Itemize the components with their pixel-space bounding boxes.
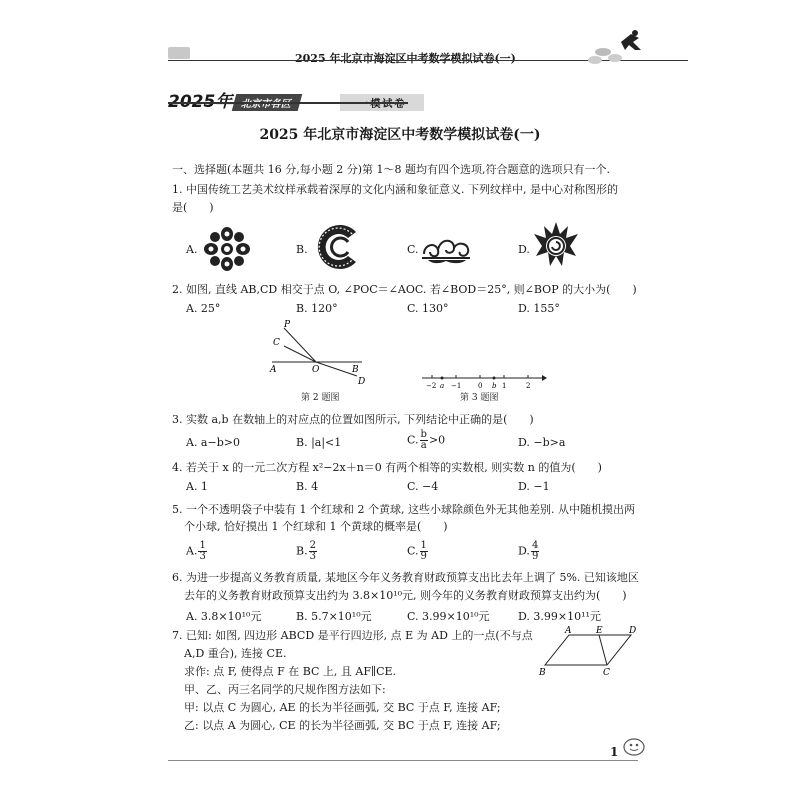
q5-option-a-fraction bbox=[198, 541, 206, 562]
q3-option-d: D. −b>a bbox=[518, 436, 566, 449]
question-7-line-1: 7. 已知: 如图, 四边形 ABCD 是平行四边形, 点 E 为 AD 上的一点(不与点 bbox=[172, 629, 533, 642]
question-6-line-2: 去年的义务教育财政预算支出约为 3.8×10¹⁰元, 则今年的义务教育财政预算支出约为( ) bbox=[184, 589, 627, 602]
series-tag: 一模试卷 bbox=[340, 94, 424, 111]
page-number: 1 bbox=[610, 745, 619, 759]
corner-badge bbox=[168, 47, 190, 59]
q5-option-a bbox=[186, 541, 208, 562]
question-1-line-1: 1. 中国传统工艺美术纹样承载着深厚的文化内涵和象征意义. 下列纹样中, 是中心对称图形的 bbox=[172, 183, 618, 196]
question-7-line-6: 乙: 以点 A 为圆心, CE 的长为半径画弧, 交 BC 于点 F, 连接 AF; bbox=[184, 719, 501, 732]
question-6-line-1: 6. 为进一步提高义务教育质量, 某地区今年义务教育财政预算支出比去年上调了 5%. 已知该地区 bbox=[172, 571, 639, 584]
footer-rule bbox=[168, 760, 638, 761]
paper-title: 2025 年北京市海淀区中考数学模拟试卷(一) bbox=[259, 127, 541, 143]
q1-option-d: D. bbox=[518, 243, 530, 256]
q4-option-d: D. −1 bbox=[518, 480, 550, 493]
question-7-line-3: 求作: 点 F, 使得点 F 在 BC 上, 且 AF∥CE. bbox=[184, 665, 397, 678]
fig2-label-d: D bbox=[358, 377, 366, 387]
q1-option-b: B. bbox=[296, 243, 308, 256]
q5-option-a-label: A. bbox=[186, 544, 198, 558]
q6-option-b: B. 5.7×10¹⁰元 bbox=[296, 610, 372, 623]
q3-option-b: B. |a|<1 bbox=[296, 436, 342, 449]
q3-option-c bbox=[407, 430, 445, 451]
series-rule bbox=[168, 102, 408, 104]
fig2-label-o: O bbox=[312, 365, 320, 375]
q2-option-b: B. 120° bbox=[296, 302, 338, 315]
q5-option-b bbox=[296, 541, 318, 562]
q1-option-a: A. bbox=[186, 243, 198, 256]
q5-option-d-num: 4 bbox=[531, 540, 539, 551]
q5-option-b-fraction bbox=[309, 541, 317, 562]
question-5-line-2: 个小球, 恰好摸出 1 个红球和 1 个黄球的概率是( ) bbox=[184, 520, 448, 533]
figure-2-caption: 第 2 题图 bbox=[301, 393, 340, 403]
q3-option-c-den: a bbox=[420, 440, 427, 451]
question-7-line-5: 甲: 以点 C 为圆心, AE 的长为半径画弧, 交 BC 于点 F, 连接 AF; bbox=[184, 701, 501, 714]
series-region: 北京市各区 bbox=[232, 94, 303, 111]
fig7-label-b: B bbox=[539, 668, 546, 677]
q5-option-c-label: C. bbox=[407, 544, 419, 558]
fig3-tick-2: 2 bbox=[526, 382, 531, 390]
q5-option-c bbox=[407, 541, 429, 562]
q2-option-d: D. 155° bbox=[518, 302, 560, 315]
q5-option-c-fraction bbox=[420, 541, 428, 562]
q5-option-d-den: 9 bbox=[531, 551, 539, 562]
runner-logo-icon bbox=[585, 28, 645, 66]
fig2-label-b: B bbox=[352, 365, 359, 375]
fig2-label-p: P bbox=[284, 320, 291, 330]
fig7-label-a: A bbox=[565, 626, 572, 636]
pattern-d-icon bbox=[532, 220, 580, 274]
figure-3-caption: 第 3 题图 bbox=[460, 393, 499, 403]
q5-option-b-den: 3 bbox=[309, 551, 316, 562]
pattern-a-icon bbox=[202, 226, 252, 272]
q6-option-d: D. 3.99×10¹¹元 bbox=[518, 610, 601, 623]
fig3-tick-neg2: −2 bbox=[426, 382, 437, 390]
fig7-label-e: E bbox=[596, 626, 603, 636]
q5-option-d-label: D. bbox=[518, 544, 530, 558]
pattern-b-icon bbox=[308, 222, 360, 272]
q4-option-a: A. 1 bbox=[186, 480, 208, 493]
q5-option-b-num: 2 bbox=[309, 540, 316, 551]
q3-option-c-label: C. bbox=[407, 433, 419, 447]
question-1-line-2: 是( ) bbox=[172, 201, 214, 214]
fig7-label-c: C bbox=[603, 668, 610, 677]
q2-option-c: C. 130° bbox=[407, 302, 449, 315]
fig2-label-c: C bbox=[273, 338, 280, 348]
q3-option-a: A. a−b>0 bbox=[186, 436, 240, 449]
fig3-tick-1: 1 bbox=[502, 382, 507, 390]
q3-option-c-fraction bbox=[420, 430, 428, 451]
figure-3-number-line bbox=[418, 370, 548, 392]
question-7-line-2: A,D 重合), 连接 CE. bbox=[184, 647, 287, 660]
fig7-label-d: D bbox=[629, 626, 637, 636]
series-year: 2025年 bbox=[168, 92, 233, 112]
q4-option-b: B. 4 bbox=[296, 480, 319, 493]
q4-option-c: C. −4 bbox=[407, 480, 439, 493]
fig3-tick-b: b bbox=[492, 382, 497, 390]
question-7-line-4: 甲、乙、丙三名同学的尺规作图方法如下: bbox=[184, 683, 386, 696]
q6-option-c: C. 3.99×10¹⁰元 bbox=[407, 610, 490, 623]
q6-option-a: A. 3.8×10¹⁰元 bbox=[186, 610, 262, 623]
question-5-line-1: 5. 一个不透明袋子中装有 1 个红球和 2 个黄球, 这些小球除颜色外无其他差别. 从中随机摸出两 bbox=[172, 503, 635, 516]
q5-option-a-den: 3 bbox=[199, 551, 206, 562]
q5-option-c-num: 1 bbox=[420, 540, 427, 551]
q5-option-a-num: 1 bbox=[199, 540, 206, 551]
q5-option-b-label: B. bbox=[296, 544, 308, 558]
q5-option-c-den: 9 bbox=[420, 551, 427, 562]
fig3-tick-neg1: −1 bbox=[451, 382, 462, 390]
footer-mascot-icon bbox=[622, 736, 646, 756]
figure-2-diagram bbox=[262, 318, 382, 390]
question-3: 3. 实数 a,b 在数轴上的对应点的位置如图所示, 下列结论中正确的是( ) bbox=[172, 413, 534, 426]
q1-option-c: C. bbox=[407, 243, 419, 256]
figure-7-parallelogram bbox=[535, 625, 643, 677]
running-title: 2025 年北京市海淀区中考数学模拟试卷(一) bbox=[295, 52, 516, 65]
fig2-label-a: A bbox=[270, 365, 277, 375]
q5-option-d-fraction bbox=[531, 541, 539, 562]
q2-option-a: A. 25° bbox=[186, 302, 221, 315]
series-banner bbox=[168, 87, 424, 112]
section-heading: 一、选择题(本题共 16 分,每小题 2 分)第 1～8 题均有四个选项,符合题意的选项只有一个. bbox=[172, 163, 611, 176]
q3-option-c-num: b bbox=[420, 429, 427, 440]
fig3-tick-a: a bbox=[440, 382, 445, 390]
question-2: 2. 如图, 直线 AB,CD 相交于点 O, ∠POC＝∠AOC. 若∠BOD＝25°, 则∠BOP 的大小为( ) bbox=[172, 283, 637, 296]
fig3-tick-0: 0 bbox=[478, 382, 483, 390]
q3-option-c-relation: >0 bbox=[428, 433, 446, 447]
q5-option-d bbox=[518, 541, 540, 562]
question-4: 4. 若关于 x 的一元二次方程 x²−2x＋n＝0 有两个相等的实数根, 则实数 n 的值为( ) bbox=[172, 461, 602, 474]
pattern-c-icon bbox=[418, 230, 474, 266]
